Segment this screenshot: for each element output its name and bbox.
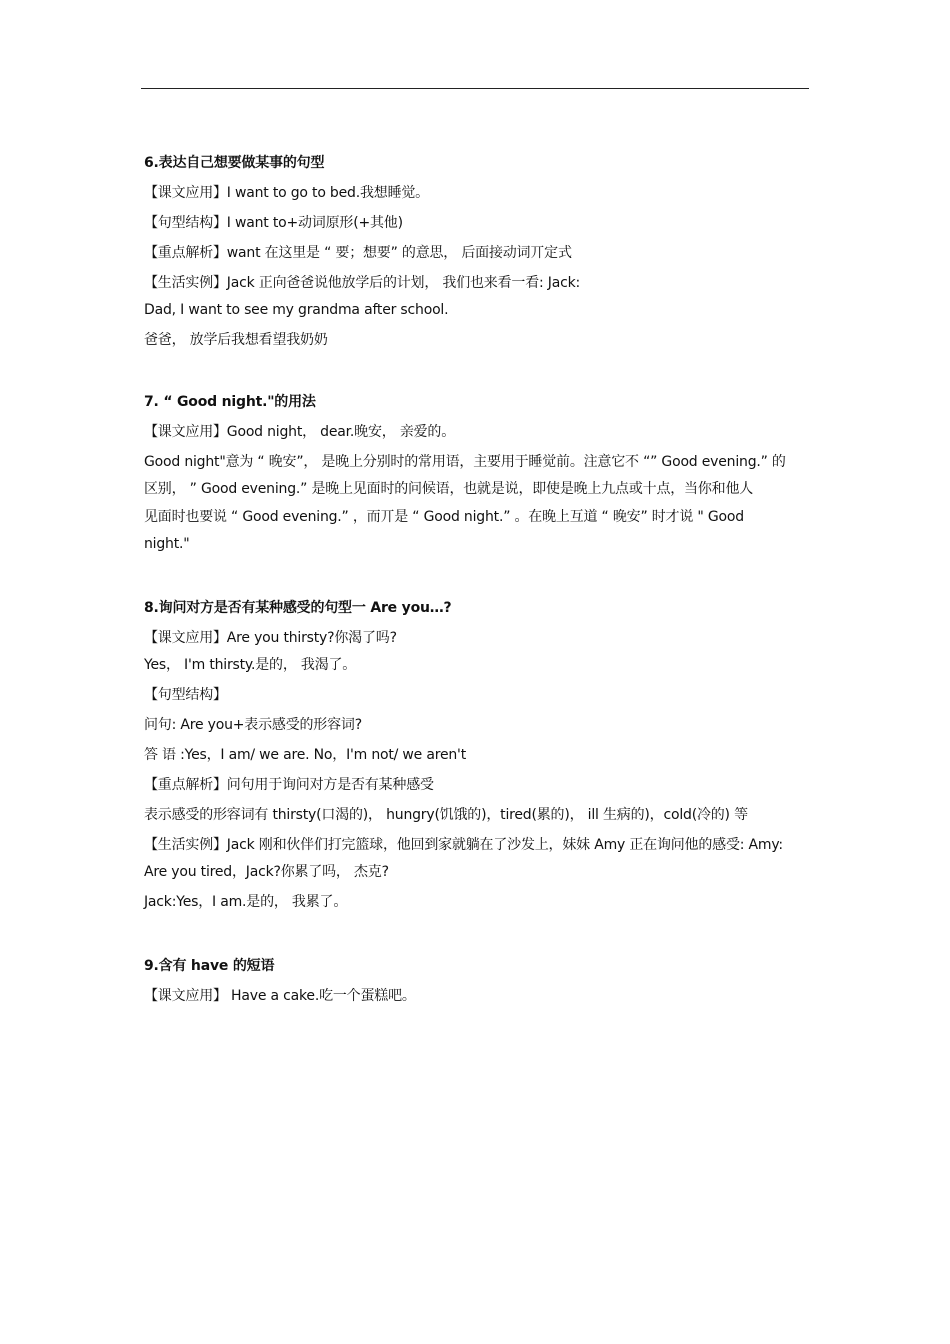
section-7-line-2: Good night"意为 “ 晚安”， 是晚上分别时的常用语，主要用于睡觉前。注意它不 “” Good evening.” 的 <box>144 454 786 470</box>
section-6-line-1: 【课文应用】I want to go to bed.我想睡觉。 <box>144 185 429 201</box>
section-8-line-8: 【生活实例】Jack 刚和伙伴们打完篮球，他回到家就躺在了沙发上，妹妹 Amy 正在询问他的感受: Amy: <box>144 837 783 853</box>
section-8-line-9: Are you tired，Jack?你累了吗， 杰克? <box>144 864 389 880</box>
section-8-line-2: Yes， I'm thirsty.是的， 我渴了。 <box>144 657 357 673</box>
section-6-line-2: 【句型结构】I want to+动词原形(+其他) <box>144 215 403 231</box>
section-9-heading: 9.含有 have 的短语 <box>144 958 275 974</box>
section-8-line-4: 问句: Are you+表示感受的形容词? <box>144 717 362 733</box>
section-7-heading: 7. “ Good night."的用法 <box>144 394 316 410</box>
section-8-line-5: 答 语 :Yes，I am/ we are. No，I'm not/ we aren't <box>144 747 466 763</box>
section-6-line-4: 【生活实例】Jack 正向爸爸说他放学后的计划， 我们也来看一看: Jack: <box>144 275 581 291</box>
section-6-line-5: Dad, I want to see my grandma after school. <box>144 302 449 318</box>
section-8-line-10: Jack:Yes，I am.是的， 我累了。 <box>144 894 348 910</box>
section-7-line-4: 见面时也要说 “ Good evening.” ，而丌是 “ Good night.” 。在晚上互道 “ 晚安” 时才说 " Good <box>144 509 744 525</box>
section-8-line-1: 【课文应用】Are you thirsty?你渴了吗? <box>144 630 397 646</box>
section-7-line-1: 【课文应用】Good night， dear.晚安， 亲爱的。 <box>144 424 456 440</box>
section-6-line-6: 爸爸， 放学后我想看望我奶奶 <box>144 332 328 348</box>
section-7-line-5: night." <box>144 536 190 552</box>
section-8-line-3: 【句型结构】 <box>144 687 227 703</box>
section-6-line-3: 【重点解析】want 在这里是 “ 要；想要” 的意思， 后面接动词丌定式 <box>144 245 572 261</box>
section-9-line-1: 【课文应用】 Have a cake.吃一个蛋糕吧。 <box>144 988 416 1004</box>
section-8-line-7: 表示感受的形容词有 thirsty(口渴的)， hungry(饥饿的)，tired(累的)， ill 生病的)，cold(冷的) 等 <box>144 807 748 823</box>
section-8-heading: 8.询问对方是否有某种感受的句型一 Are you…? <box>144 600 452 616</box>
section-8-line-6: 【重点解析】问句用于询问对方是否有某种感受 <box>144 777 434 793</box>
section-7-line-3: 区别， ” Good evening.” 是晚上见面时的问候语，也就是说，即使是晚上九点或十点，当你和他人 <box>144 481 754 497</box>
header-rule <box>141 88 809 89</box>
section-6-heading: 6.表达自己想要做某事的句型 <box>144 155 325 171</box>
